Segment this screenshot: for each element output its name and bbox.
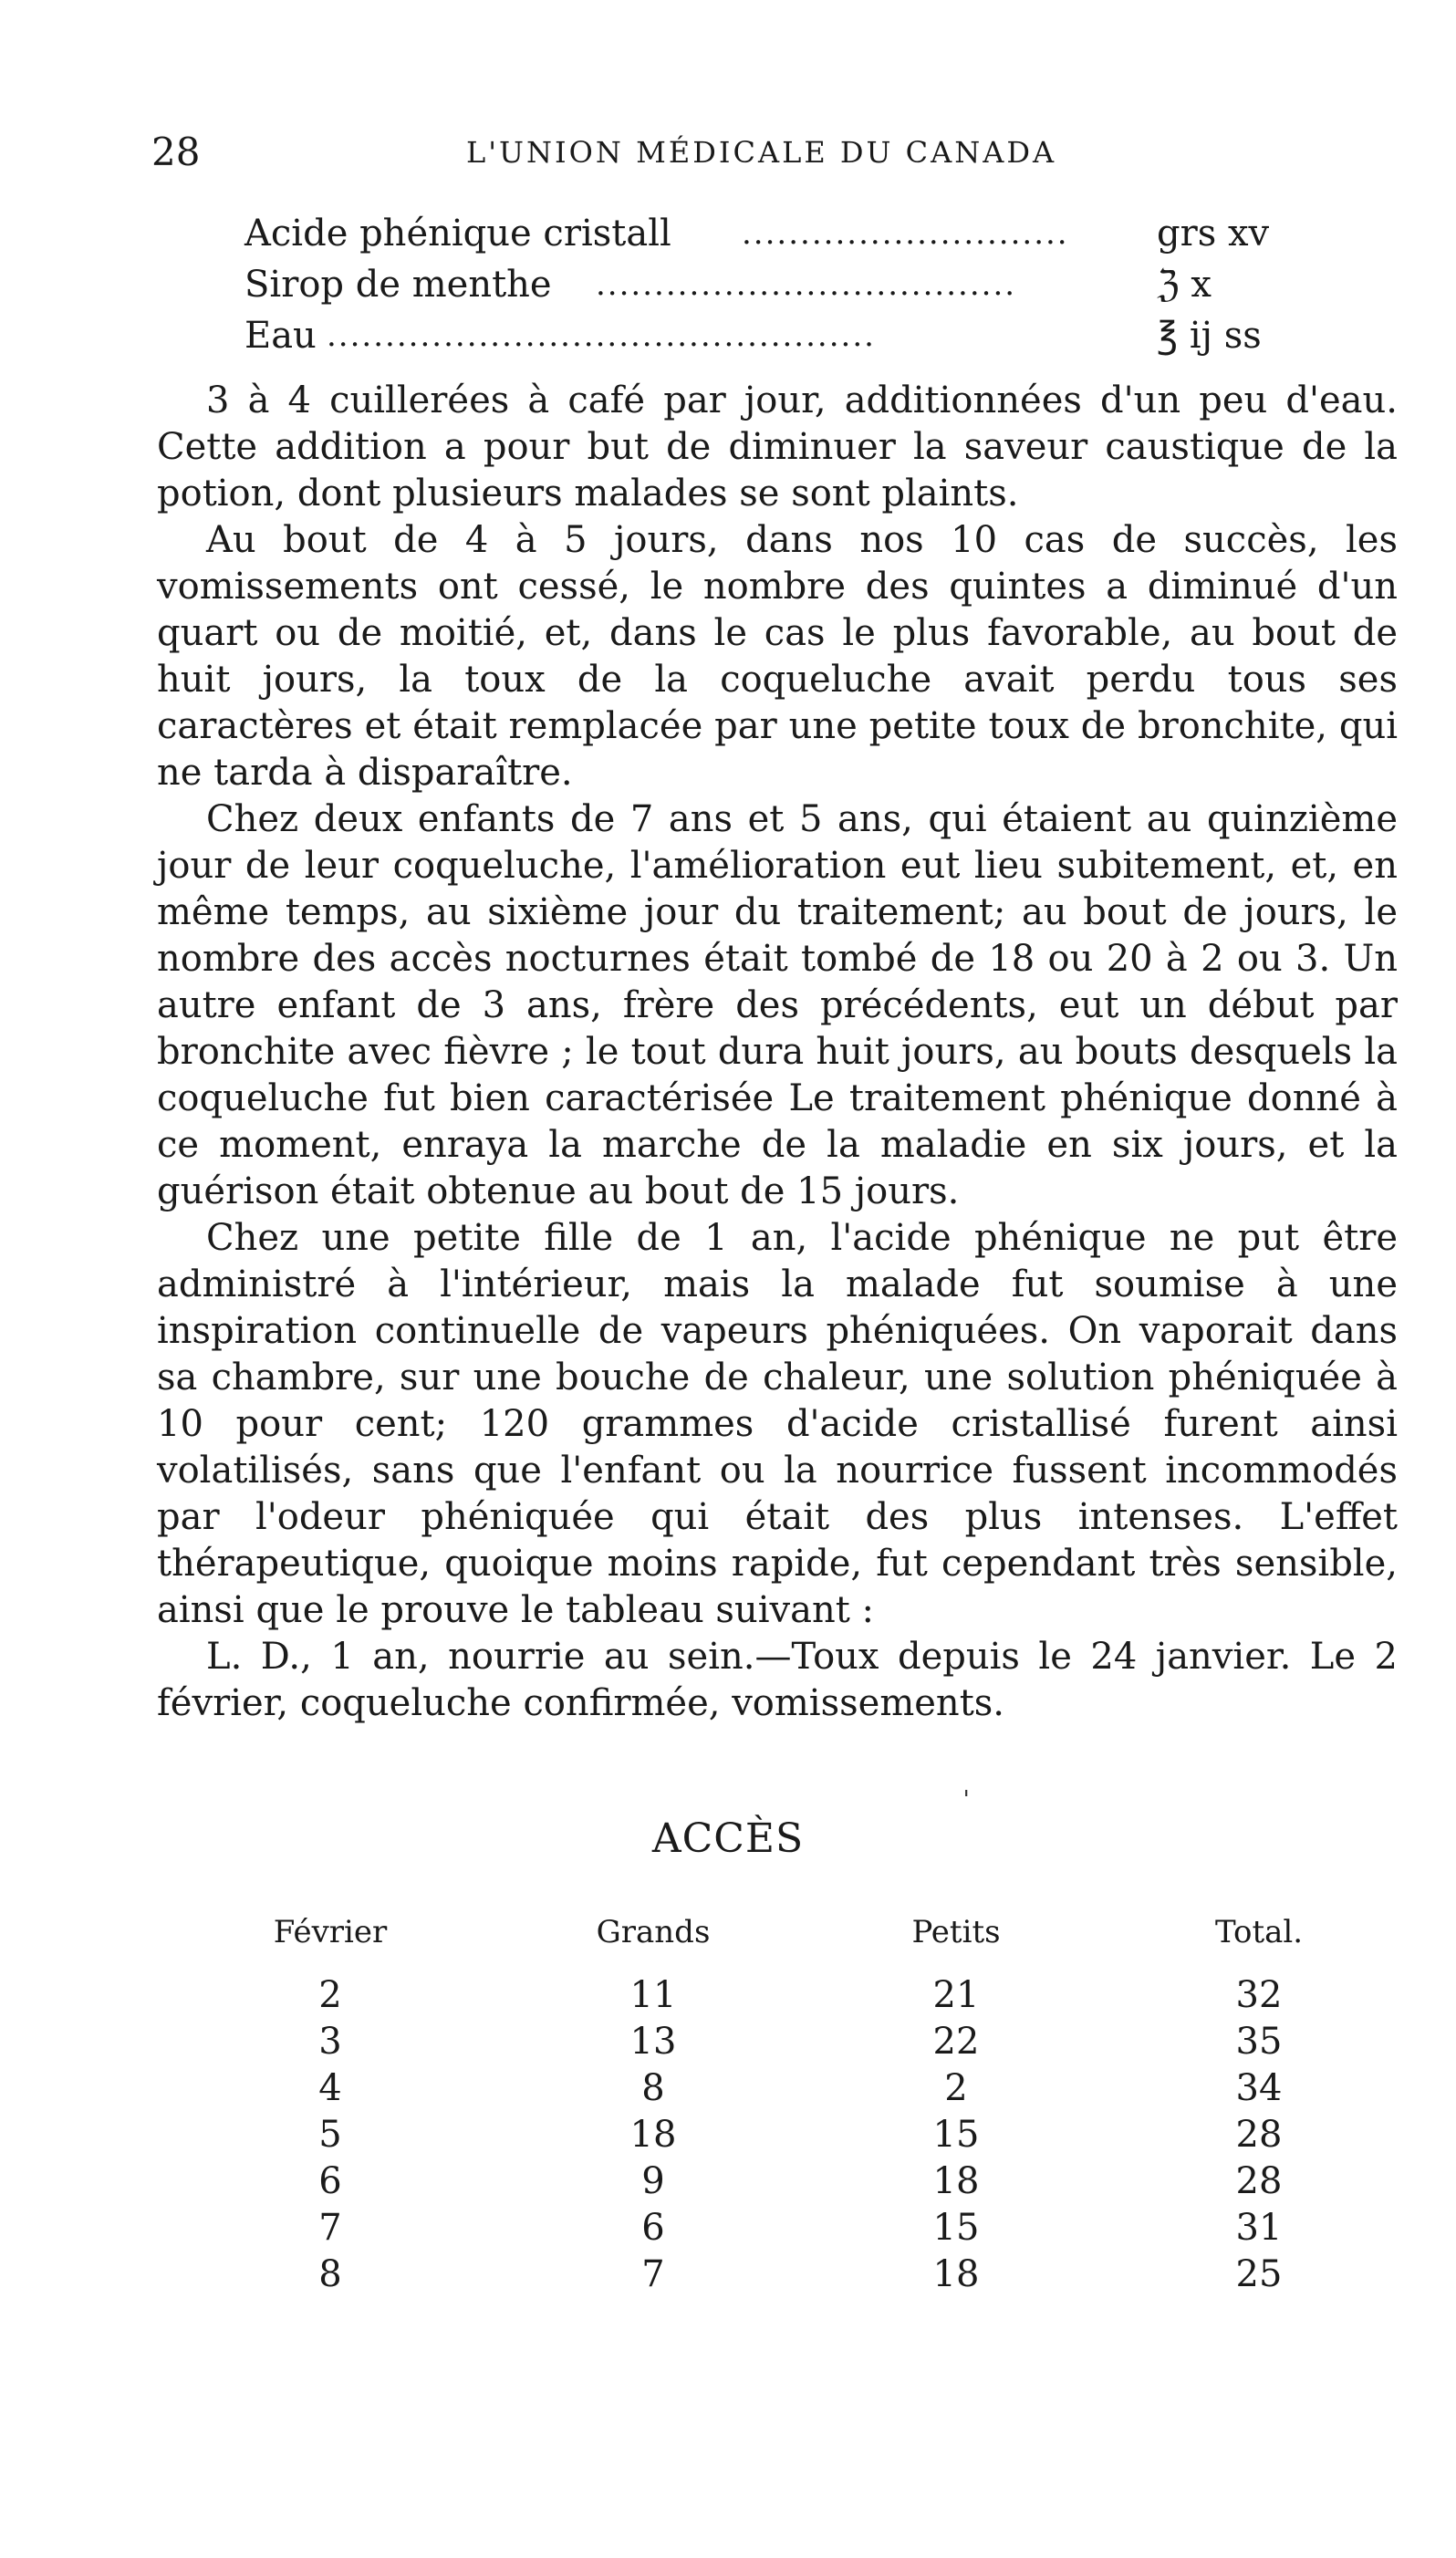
table-cell: 9	[641, 2160, 665, 2202]
table-cell: 11	[629, 1974, 677, 2016]
print-speck: ˈ	[962, 1786, 971, 1818]
table-cell: 35	[1235, 2021, 1283, 2063]
formula-ingredient: Acide phénique cristall	[244, 213, 671, 255]
page-number: 28	[151, 130, 201, 174]
column-header: Petits	[911, 1914, 1001, 1950]
formula-row	[244, 259, 1303, 310]
table-cell: 18	[932, 2253, 980, 2295]
table-cell: 3	[318, 2021, 342, 2063]
table-cell: 15	[932, 2207, 980, 2249]
table-cell: 15	[932, 2114, 980, 2156]
table-cell: 2	[944, 2067, 968, 2109]
table-cell: 6	[318, 2160, 342, 2202]
table-cell: 7	[318, 2207, 342, 2249]
table-cell: 2	[318, 1974, 342, 2016]
table-cell: 6	[641, 2207, 665, 2249]
prescription-formula	[244, 208, 1303, 361]
page-header	[151, 130, 1337, 175]
column-header: Total.	[1214, 1914, 1304, 1950]
table-cell: 18	[629, 2114, 677, 2156]
paragraph: L. D., 1 an, nourrie au sein.—Toux depuis le 24 janvier. Le 2 février, coqueluche confirmée, vomissements.	[157, 1636, 1398, 1724]
formula-ingredient: Eau	[244, 315, 317, 357]
table-row	[210, 2021, 1396, 2067]
paragraph: 3 à 4 cuillerées à café par jour, additionnées d'un peu d'eau. Cette addition a pour but de diminuer la saveur caustique de la potion, dont plusieurs malades se sont plaints.	[157, 380, 1398, 515]
table-cell: 13	[629, 2021, 677, 2063]
table-cell: 32	[1235, 1974, 1283, 2016]
table-cell: 4	[318, 2067, 342, 2109]
formula-leader-dots: ............................	[742, 215, 1069, 252]
paragraph: Au bout de 4 à 5 jours, dans nos 10 cas de succès, les vomissements ont cessé, le nombre des quintes a diminué d'un quart ou de moitié, et, dans le cas le plus favorable, au bout de huit jours, la toux de la coqueluche avait perdu tous ses caractères et était remplacée par une petite toux de bronchite, qui ne tarda à disparaître.	[157, 519, 1398, 794]
table-title: ACCÈS	[651, 1815, 805, 1862]
table-cell: 28	[1235, 2114, 1283, 2156]
table-cell: 8	[641, 2067, 665, 2109]
table-row	[210, 2067, 1396, 2114]
table-cell: 8	[318, 2253, 342, 2295]
formula-quantity: ℥ ij ss	[1157, 315, 1262, 357]
formula-quantity: grs xv	[1157, 213, 1270, 255]
formula-row	[244, 208, 1303, 259]
body-text	[157, 378, 1398, 1727]
formula-row	[244, 310, 1303, 361]
table-cell: 21	[932, 1974, 980, 2016]
table-cell: 31	[1235, 2207, 1283, 2249]
column-header: Février	[273, 1914, 388, 1950]
formula-ingredient: Sirop de menthe	[244, 264, 552, 306]
table-cell: 25	[1235, 2253, 1283, 2295]
table-row	[210, 2207, 1396, 2253]
column-header: Grands	[596, 1914, 711, 1950]
table-row	[210, 2114, 1396, 2160]
table-cell: 34	[1235, 2067, 1283, 2109]
table-cell: 5	[318, 2114, 342, 2156]
table-cell: 18	[932, 2160, 980, 2202]
formula-leader-dots: ...............................................	[327, 317, 876, 354]
formula-leader-dots: ....................................	[596, 266, 1017, 303]
table-row	[210, 2253, 1396, 2300]
running-title: L'UNION MÉDICALE DU CANADA	[466, 135, 1057, 170]
paragraph: Chez deux enfants de 7 ans et 5 ans, qui étaient au quinzième jour de leur coqueluche, l'amélioration eut lieu subitement, et, en même temps, au sixième jour du traitement; au bout de jours, le nombre des accès nocturnes était tombé de 18 ou 20 à 2 ou 3. Un autre enfant de 3 ans, frère des précédents, eut un début par bronchite avec fièvre ; le tout dura huit jours, au bouts desquels la coqueluche fut bien caractérisée Le traitement phénique donné à ce moment, enraya la marche de la maladie en six jours, et la guérison était obtenue au bout de 15 jours.	[157, 798, 1398, 1212]
table-cell: 7	[641, 2253, 665, 2295]
table-cell: 28	[1235, 2160, 1283, 2202]
table-row	[210, 2160, 1396, 2207]
table-header-row	[210, 1914, 1396, 1974]
acces-table	[210, 1914, 1396, 2300]
table-cell: 22	[932, 2021, 980, 2063]
table-row	[210, 1974, 1396, 2021]
formula-quantity: ℨ x	[1157, 264, 1212, 306]
paragraph: Chez une petite fille de 1 an, l'acide phénique ne put être administré à l'intérieur, mais la malade fut soumise à une inspiration continuelle de vapeurs phéniquées. On vaporait dans sa chambre, sur une bouche de chaleur, une solution phéniquée à 10 pour cent; 120 grammes d'acide cristallisé furent ainsi volatilisés, sans que l'enfant ou la nourrice fussent incommodés par l'odeur phéniquée qui était des plus intenses. L'effet thérapeutique, quoique moins rapide, fut cependant très sensible, ainsi que le prouve le tableau suivant :	[157, 1217, 1398, 1631]
